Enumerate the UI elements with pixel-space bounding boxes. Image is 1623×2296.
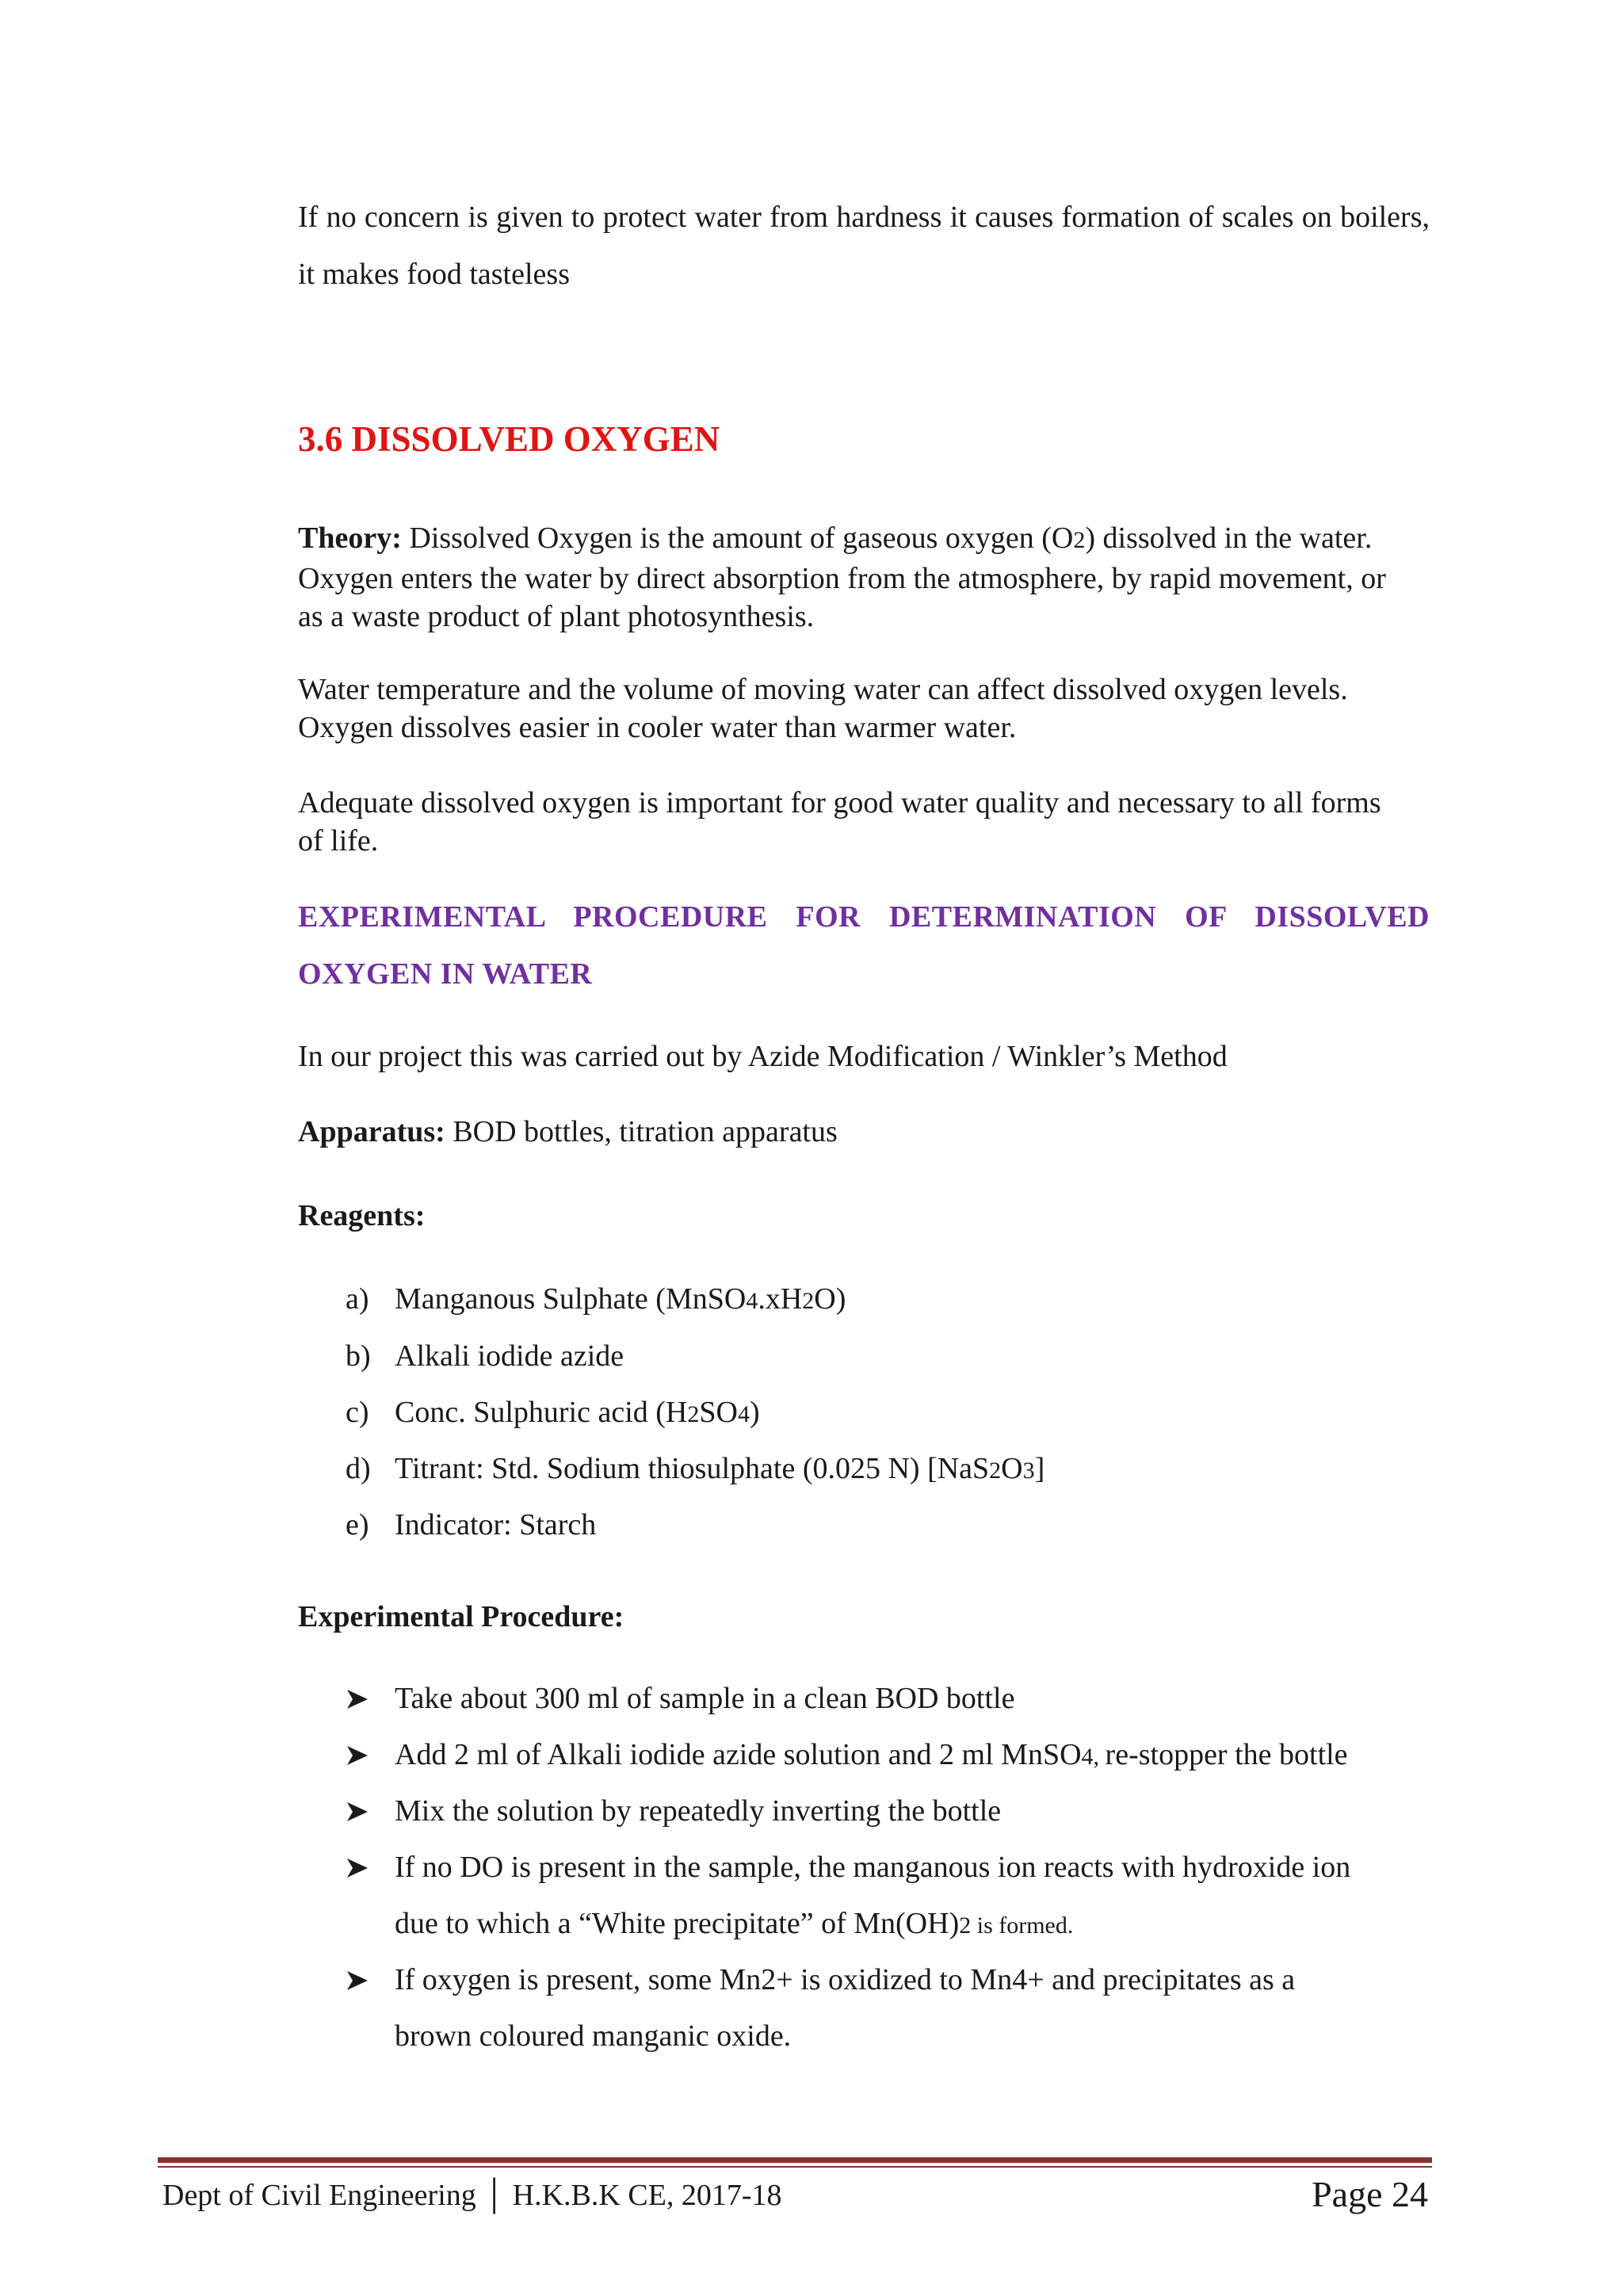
- list-item: If no DO is present in the sample, the manganous ion reacts with hydroxide ion: [395, 1851, 1351, 1884]
- procedure-heading: Experimental Procedure:: [298, 1600, 624, 1633]
- intro-paragraph: If no concern is given to protect water from hardness it causes formation of scales on boilers, it makes food tasteless: [298, 201, 1430, 291]
- list-item-label: e): [346, 1508, 369, 1541]
- footer-rule-thick: [158, 2157, 1432, 2163]
- list-item: Take about 300 ml of sample in a clean BOD bottle: [395, 1682, 1015, 1715]
- subscript: 3: [1022, 1457, 1035, 1484]
- list-item: If oxygen is present, some Mn2+ is oxidized to Mn4+ and precipitates as a: [395, 1963, 1296, 1996]
- theory-text-1: Dissolved Oxygen is the amount of gaseous oxygen (O: [401, 521, 1074, 555]
- temperature-paragraph: Water temperature and the volume of moving water can affect dissolved oxygen levels. Oxygen dissolves easier in cooler water than warmer water.: [298, 673, 1348, 744]
- list-item-text: ]: [1034, 1452, 1045, 1485]
- subscript: 4: [746, 1288, 758, 1314]
- footer-page-number: Page 24: [1312, 2174, 1428, 2214]
- list-item: [395, 1270, 846, 1330]
- theory-paragraph: [298, 519, 1407, 636]
- method-paragraph: In our project this was carried out by Azide Modification / Winkler’s Method: [298, 1040, 1228, 1073]
- subscript: 2: [802, 1288, 815, 1314]
- arrow-bullet-icon: [346, 1744, 369, 1767]
- subscript: 4,: [1081, 1744, 1106, 1770]
- list-item-text: SO: [699, 1396, 738, 1429]
- theory-label: Theory:: [298, 521, 402, 555]
- apparatus-label: Apparatus:: [298, 1115, 445, 1148]
- list-item-text: Titrant: Std. Sodium thiosulphate (0.025 N) [NaS: [395, 1452, 990, 1485]
- theory-text-2: ) dissolved in the water. Oxygen enters the water by direct absorption from the atmosphere, by rapid movement, or as a waste product of plant photosynthesis.: [298, 521, 1386, 633]
- list-item-text: re-stopper the bottle: [1105, 1738, 1348, 1771]
- list-item: [395, 1726, 1348, 1786]
- list-item-text: Add 2 ml of Alkali iodide azide solution and 2 ml MnSO: [395, 1738, 1082, 1771]
- list-item-text: due to which a “White precipitate” of Mn(OH): [395, 1907, 960, 1940]
- footer-department: Dept of Civil Engineering │ H.K.B.K CE, 2017-18: [162, 2179, 782, 2212]
- list-item: [395, 1384, 760, 1443]
- subscript: 2: [989, 1457, 1002, 1484]
- list-item: Alkali iodide azide: [395, 1339, 624, 1373]
- list-item-continuation: brown coloured manganic oxide.: [395, 2019, 792, 2053]
- list-item: Mix the solution by repeatedly inverting the bottle: [395, 1794, 1002, 1828]
- list-item: [395, 1440, 1044, 1499]
- subscript: 2 is formed.: [959, 1912, 1074, 1939]
- arrow-bullet-icon: [346, 1800, 369, 1824]
- arrow-bullet-icon: [346, 1687, 369, 1711]
- list-item-label: b): [346, 1339, 371, 1373]
- list-item-continuation: [395, 1895, 1073, 1954]
- list-item-label: a): [346, 1282, 369, 1316]
- importance-paragraph: Adequate dissolved oxygen is important for good water quality and necessary to all forms of life.: [298, 786, 1381, 858]
- reagents-heading: Reagents:: [298, 1199, 426, 1232]
- arrow-bullet-icon: [346, 1969, 369, 1992]
- subscript: 4: [737, 1401, 750, 1427]
- theory-subscript: 2: [1073, 527, 1086, 553]
- list-item-text: O): [814, 1282, 846, 1316]
- list-item-label: c): [346, 1396, 369, 1429]
- list-item-text: O: [1001, 1452, 1023, 1485]
- arrow-bullet-icon: [346, 1856, 369, 1880]
- experiment-heading: EXPERIMENTAL PROCEDURE FOR DETERMINATION OF DISSOLVED OXYGEN IN WATER: [298, 900, 1430, 991]
- list-item: Indicator: Starch: [395, 1508, 597, 1541]
- footer-rule-thin: [158, 2166, 1432, 2168]
- apparatus-paragraph: [298, 1113, 1430, 1151]
- list-item-text: ): [749, 1396, 760, 1429]
- subscript: 2: [687, 1401, 700, 1427]
- list-item-label: d): [346, 1452, 371, 1485]
- list-item-text: Conc. Sulphuric acid (H: [395, 1396, 688, 1429]
- list-item-text: .xH: [758, 1282, 803, 1316]
- list-item-text: Manganous Sulphate (MnSO: [395, 1282, 747, 1316]
- section-heading: 3.6 DISSOLVED OXYGEN: [298, 419, 720, 459]
- apparatus-text: BOD bottles, titration apparatus: [445, 1115, 838, 1148]
